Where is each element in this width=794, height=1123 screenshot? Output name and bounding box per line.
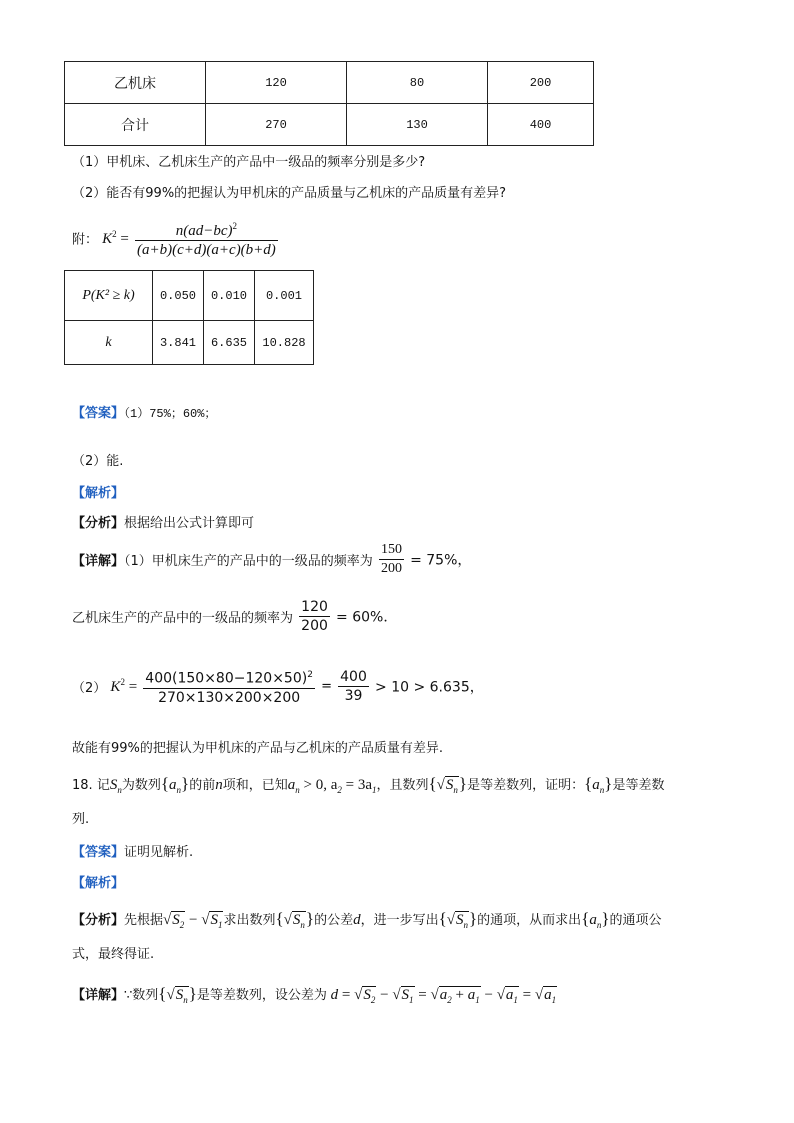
table-header-cell: k — [65, 321, 153, 365]
table-cell: 270 — [206, 104, 347, 146]
detail-line-2-text: 乙机床生产的产品中的一级品的频率为 — [72, 611, 294, 626]
answer-tag: 【答案】 — [72, 845, 125, 860]
answer-part-2: （2）能. — [72, 454, 124, 469]
q18-condition-2: = 3a — [345, 777, 372, 793]
fraction-numerator: 400 — [340, 668, 367, 685]
table-cell: 6.635 — [204, 321, 255, 365]
table-cell: 0.001 — [255, 271, 314, 321]
detail-line-1 — [72, 541, 471, 578]
table-cell: 0.010 — [204, 271, 255, 321]
detail-line-3-prefix: （2） — [72, 680, 107, 696]
fraction-denominator: 39 — [344, 687, 363, 704]
table-cell: 合计 — [65, 104, 206, 146]
data-table-top — [64, 61, 594, 146]
fraction-numerator: 400(150×80−120×50) — [145, 670, 308, 687]
table-row — [65, 62, 594, 104]
detail-tag: 【详解】 — [72, 554, 125, 569]
detail-line-3: （2） $K^2$ = $\frac{400(150\times 80-120\times 50)^2}{270\times 130\times 200\times 200}$ = $\frac{400}{39}$ > 10 > 6.635， — [72, 666, 484, 707]
fenxi-text: 根据给出公式计算即可 — [124, 516, 255, 531]
formula-fraction: $\frac{n(ad-bc)^2}{(a+b)(c+d)(a+c)(b+d)}$ — [135, 217, 278, 259]
answer-tag: 【答案】 — [72, 406, 125, 421]
table-cell: 80 — [347, 62, 488, 104]
analysis-18-fenxi: 【分析】先根据$√S_2 - √S_1$求出数列$\{√S_n\}$的公差d，进一步写出$\{√S_n\}$的通项，从而求出$\{a_n\}$的通项公 — [72, 909, 662, 930]
analysis-17-fenxi — [72, 514, 254, 534]
analysis-tag: 【解析】 — [72, 876, 125, 891]
detail-line-1-result: = 75%， — [410, 552, 472, 569]
table-cell: 120 — [206, 62, 347, 104]
q18-text: 的前 — [189, 778, 216, 793]
formula-denominator: (a+b)(c+d)(a+c)(b+d) — [137, 242, 276, 258]
detail-text: ∵数列 — [124, 988, 159, 1003]
detail-line-2 — [72, 598, 397, 635]
q18-condition: > 0, a — [303, 777, 338, 793]
table-cell: 乙机床 — [65, 62, 206, 104]
q18-text: 项和，已知 — [222, 778, 288, 793]
fenxi-text: 的通项公 — [609, 913, 662, 928]
question-number: 18. — [72, 778, 93, 793]
answer-text: 证明见解析. — [124, 845, 194, 860]
fenxi-tag: 【分析】 — [72, 913, 125, 928]
table-row — [65, 321, 314, 365]
answer-18 — [72, 843, 193, 863]
table-cell: 400 — [488, 104, 594, 146]
answer-17 — [72, 404, 216, 424]
fenxi-text: 的通项，从而求出 — [477, 913, 582, 928]
q18-text: 为数列 — [121, 778, 161, 793]
fenxi-text: 的公差 — [314, 913, 354, 928]
fenxi-text: ，进一步写出 — [360, 913, 439, 928]
fraction-denominator: 270×130×200×200 — [158, 689, 301, 706]
table-cell: 3.841 — [153, 321, 204, 365]
question-part-2: （2）能否有99%的把握认为甲机床的产品质量与乙机床的产品质量有差异? — [72, 186, 507, 201]
fenxi-tag: 【分析】 — [72, 516, 125, 531]
table-cell: 0.050 — [153, 271, 204, 321]
detail-line-3-tail: > 10 > 6.635， — [375, 679, 484, 696]
answer-part-1: （1）75%；60%； — [124, 407, 217, 421]
formula-numerator: n(ad−bc) — [175, 223, 233, 239]
table-header-cell: P(K² ≥ k) — [65, 271, 153, 321]
q18-text: 是等差数列，证明： — [467, 778, 585, 793]
fenxi-text: 先根据 — [124, 913, 164, 928]
formula-prefix: 附： — [72, 232, 99, 248]
q18-text: 记 — [96, 778, 110, 793]
question-part-1: （1）甲机床、乙机床生产的产品中一级品的频率分别是多少? — [72, 155, 426, 170]
table-cell: 200 — [488, 62, 594, 104]
q18-text: ，且数列 — [376, 778, 429, 793]
question-18-continued: 列. — [72, 812, 90, 827]
fraction-denominator: 200 — [301, 618, 328, 634]
q18-text: 是等差数 — [612, 778, 665, 793]
detail-line-1-text: （1）甲机床生产的产品中的一级品的频率为 — [124, 554, 373, 569]
table-row — [65, 104, 594, 146]
formula-lhs: K — [102, 230, 113, 247]
k-squared-formula: 附： $K^2$ = $\frac{n(ad-bc)^2}{(a+b)(c+d)(a+c)(b+d)}$ — [72, 217, 280, 259]
conclusion: 故能有99%的把握认为甲机床的产品与乙机床的产品质量有差异. — [72, 741, 444, 756]
analysis-18-detail: 【详解】∵数列$\{√S_n\}$是等差数列，设公差为 $d = √S_2 - √S_1 = √a_2 + a_1 - √a_1 = √a_1$ — [72, 984, 557, 1005]
detail-line-2-result: = 60%． — [336, 609, 398, 626]
critical-value-table — [64, 270, 314, 365]
detail-text: 是等差数列，设公差为 — [196, 988, 327, 1003]
table-row — [65, 271, 314, 321]
question-18: 18. 记$S_n$为数列$\{a_n\}$的前n项和，已知$a_n > 0$, $a_2 = 3a_1$，且数列$\{√S_n\}$是等差数列，证明：$\{a_n\}$是等差数 — [72, 774, 665, 795]
fenxi-text: 求出数列 — [223, 913, 276, 928]
analysis-18-fenxi-continued: 式，最终得证. — [72, 947, 155, 962]
detail-tag: 【详解】 — [72, 988, 125, 1003]
table-cell: 10.828 — [255, 321, 314, 365]
analysis-tag: 【解析】 — [72, 486, 125, 501]
fraction-numerator: 120 — [301, 599, 328, 615]
table-cell: 130 — [347, 104, 488, 146]
fraction-numerator: 150 — [379, 541, 404, 560]
fraction-denominator: 200 — [380, 561, 402, 576]
